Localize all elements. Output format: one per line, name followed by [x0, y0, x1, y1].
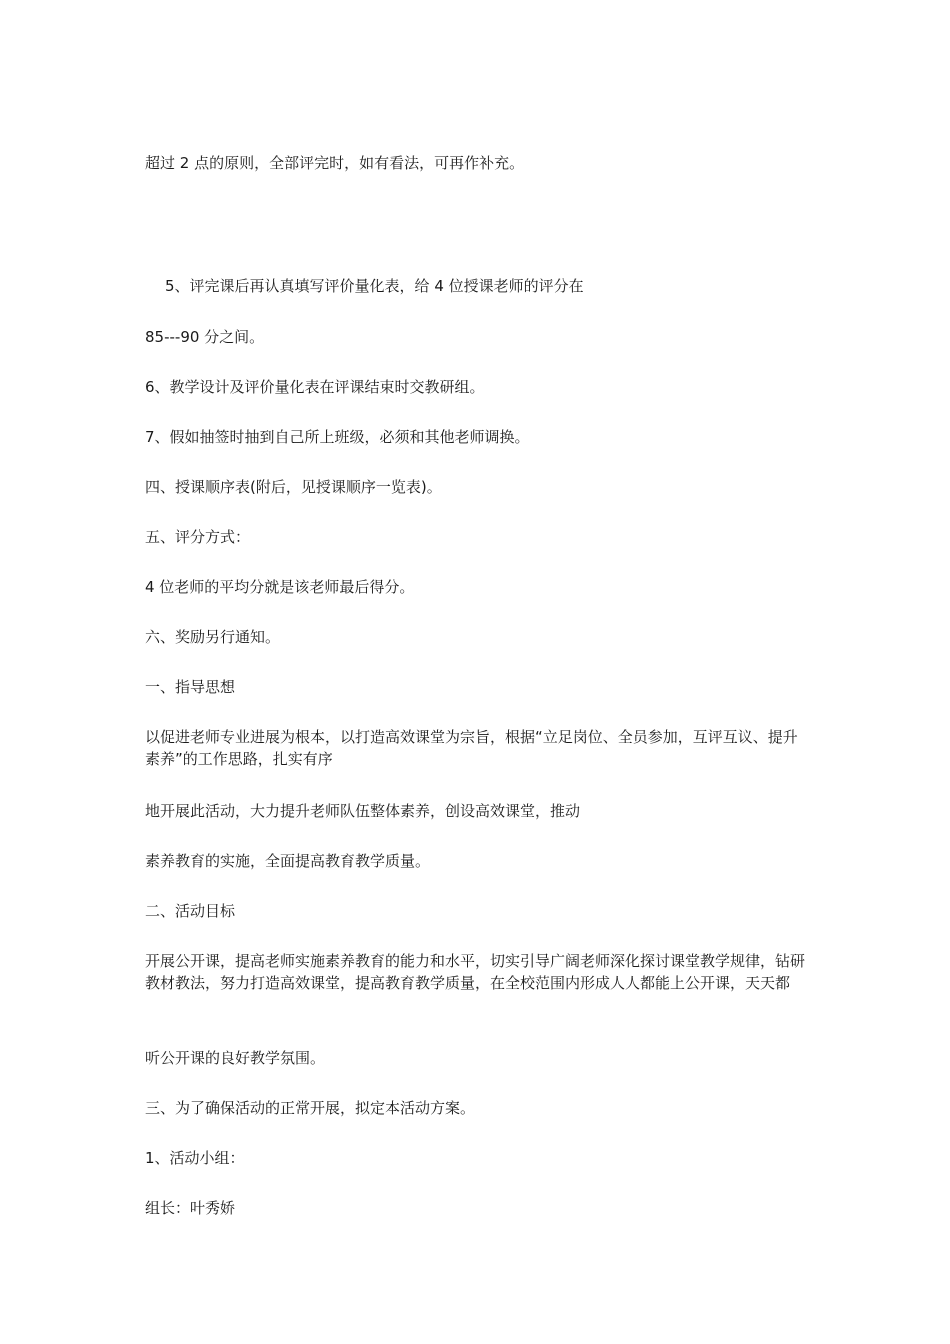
paragraph-guiding-thought-cont: 地开展此活动，大力提升老师队伍整体素养，创设高效课堂，推动	[145, 802, 581, 820]
section-heading-1: 一、指导思想	[145, 678, 236, 696]
paragraph-guiding-thought: 以促进老师专业进展为根本，以打造高效课堂为宗旨，根据“立足岗位、全员参加，互评互议、提升素养”的工作思路，扎实有序	[145, 728, 798, 768]
paragraph-item-7: 7、假如抽签时抽到自己所上班级，必须和其他老师调换。	[145, 428, 530, 446]
paragraph-score-range: 85---90 分之间。	[145, 328, 265, 346]
paragraph-guiding-thought-end: 素养教育的实施，全面提高教育教学质量。	[145, 852, 431, 870]
paragraph-activity-goal-end: 听公开课的良好教学氛围。	[145, 1049, 326, 1067]
paragraph-item-5: 5、评完课后再认真填写评价量化表，给 4 位授课老师的评分在	[165, 277, 584, 295]
section-heading-4: 四、授课顺序表(附后，见授课顺序一览表)。	[145, 478, 442, 496]
paragraph-principle: 超过 2 点的原则，全部评完时，如有看法，可再作补充。	[145, 154, 525, 172]
paragraph-group-leader: 组长：叶秀娇	[145, 1199, 236, 1217]
section-heading-5: 五、评分方式：	[145, 528, 251, 546]
paragraph-item-6: 6、教学设计及评价量化表在评课结束时交教研组。	[145, 378, 485, 396]
paragraph-average-score: 4 位老师的平均分就是该老师最后得分。	[145, 578, 415, 596]
section-heading-3: 三、为了确保活动的正常开展，拟定本活动方案。	[145, 1099, 476, 1117]
section-heading-2: 二、活动目标	[145, 902, 236, 920]
paragraph-activity-group: 1、活动小组：	[145, 1149, 245, 1167]
paragraph-activity-goal: 开展公开课，提高老师实施素养教育的能力和水平，切实引导广阔老师深化探讨课堂教学规律，钻研教材教法，努力打造高效课堂，提高教育教学质量，在全校范围内形成人人都能上公开课，天天都	[145, 952, 806, 992]
section-heading-6: 六、奖励另行通知。	[145, 628, 281, 646]
